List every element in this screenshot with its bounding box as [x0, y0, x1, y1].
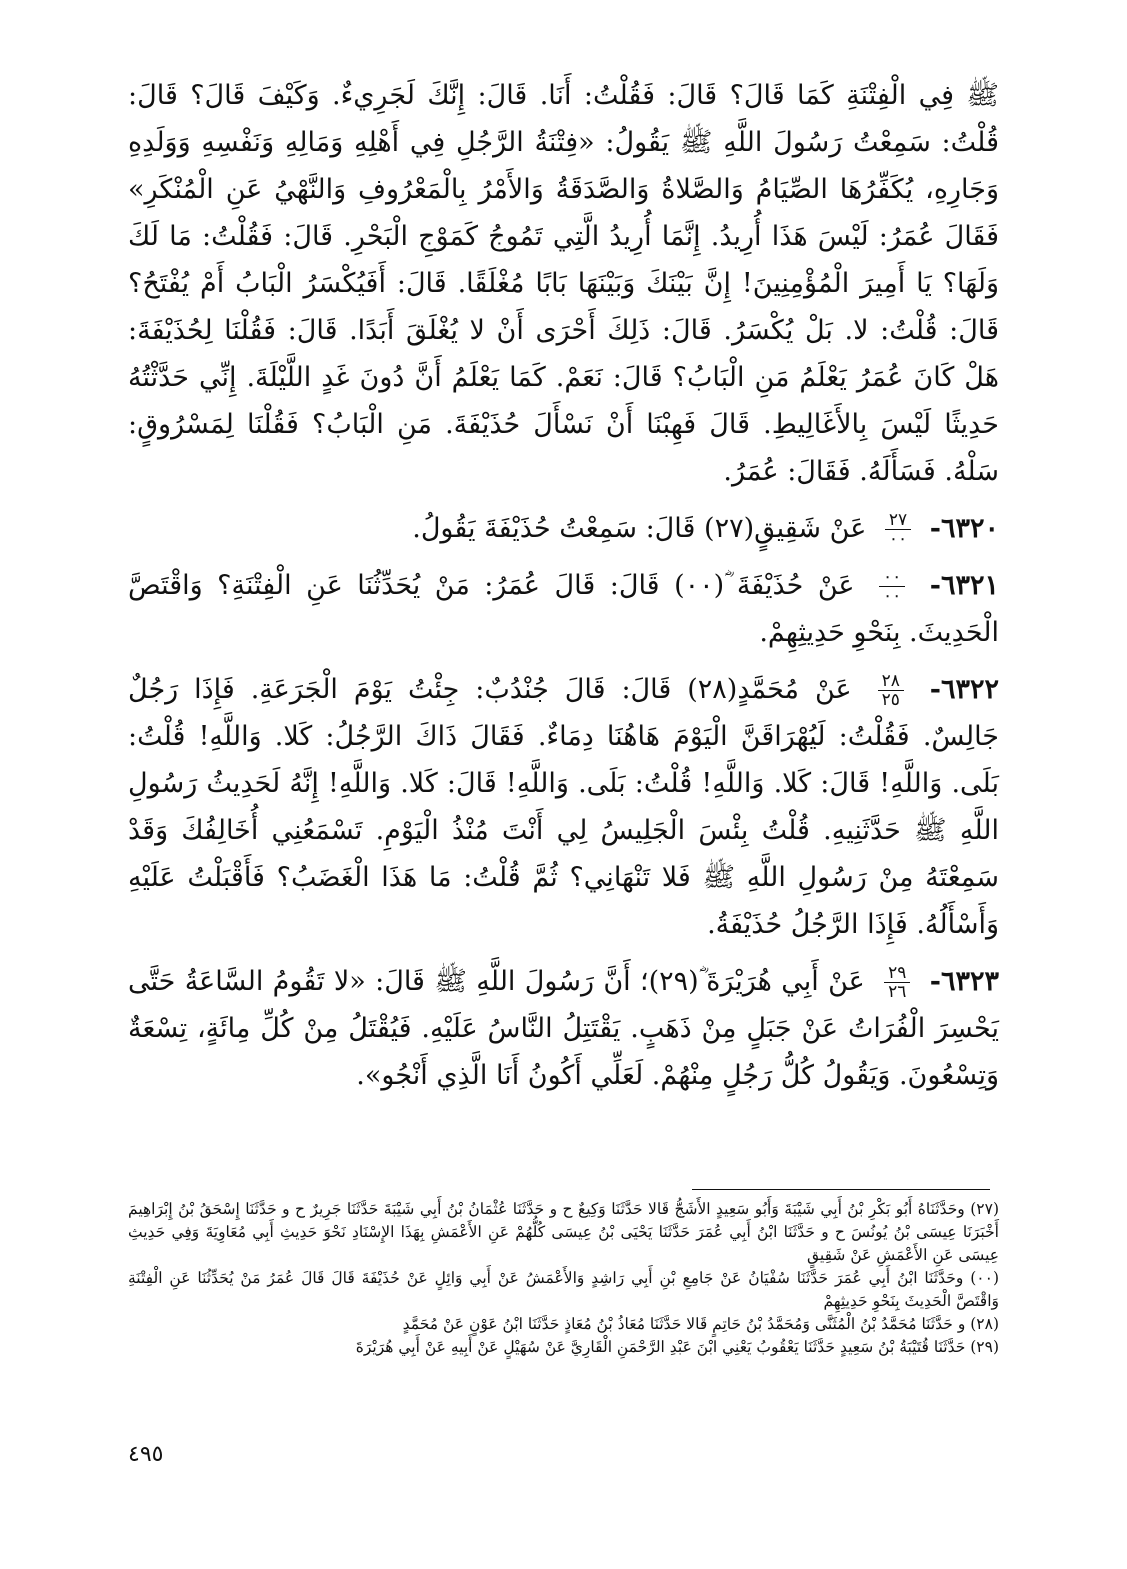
- hadith-6321: [128, 562, 999, 656]
- hadith-number: ٦٣٢٠-: [929, 513, 999, 544]
- hadith-6322: [128, 666, 999, 948]
- fraction-top: ٢٩: [884, 964, 910, 983]
- hadith-ref-fraction: [885, 511, 911, 548]
- hadith-6323: [128, 958, 999, 1099]
- footnote-divider: [692, 1189, 990, 1190]
- main-text: [128, 72, 999, 1099]
- hadith-continuation: ﷺ فِي الْفِتْنَةِ كَمَا قَالَ؟ قَالَ: فَقُلْتُ: أَنَا. قَالَ: إِنَّكَ لَجَرِيءٌ. وَكَيْفَ قَالَ؟ قَالَ: قُلْتُ: سَمِعْتُ رَسُولَ اللَّهِ ﷺ يَقُولُ: «فِتْنَةُ الرَّجُلِ فِي أَهْلِهِ وَمَالِهِ وَنَفْسِهِ وَوَلَدِهِ وَجَارِهِ، يُكَفِّرُهَا الصِّيَامُ وَالصَّلاةُ وَالصَّدَقَةُ وَالأَمْرُ بِالْمَعْرُوفِ وَالنَّهْيُ عَنِ الْمُنْكَرِ» فَقَالَ عُمَرُ: لَيْسَ هَذَا أُرِيدُ. إِنَّمَا أُرِيدُ الَّتِي تَمُوجُ كَمَوْجِ الْبَحْرِ. قَالَ: فَقُلْتُ: مَا لَكَ وَلَهَا؟ يَا أَمِيرَ الْمُؤْمِنِينَ! إِنَّ بَيْنَكَ وَبَيْنَهَا بَابًا مُغْلَقًا. قَالَ: أَفَيُكْسَرُ الْبَابُ أَمْ يُفْتَحُ؟ قَالَ: قُلْتُ: لا. بَلْ يُكْسَرُ. قَالَ: ذَلِكَ أَحْرَى أَنْ لا يُغْلَقَ أَبَدًا. قَالَ: فَقُلْنَا لِحُذَيْفَةَ: هَلْ كَانَ عُمَرُ يَعْلَمُ مَنِ الْبَابُ؟ قَالَ: نَعَمْ. كَمَا يَعْلَمُ أَنَّ دُونَ غَدٍ اللَّيْلَةَ. إِنِّي حَدَّثْتُهُ حَدِيثًا لَيْسَ بِالأَغَالِيطِ. قَالَ فَهِبْنَا أَنْ نَسْأَلَ حُذَيْفَةَ. مَنِ الْبَابُ؟ فَقُلْنَا لِمَسْرُوقٍ: سَلْهُ. فَسَأَلَهُ. فَقَالَ: عُمَرُ.: [128, 80, 999, 487]
- hadith-ref-fraction: [884, 964, 910, 1001]
- footnote-29: (٢٩) حَدَّثَنَا قُتَيْبَةُ بْنُ سَعِيدٍ حَدَّثَنَا يَعْقُوبُ يَعْنِي ابْنَ عَبْدِ الرَّحْمَنِ الْقَارِيَّ عَنْ سُهَيْلٍ عَنْ أَبِيهِ عَنْ أَبِي هُرَيْرَةَ: [355, 1338, 999, 1356]
- fraction-top: ٢٨: [878, 672, 904, 691]
- hadith-text: عَنْ حُذَيْفَةَ ؓ(٠٠) قَالَ: قَالَ عُمَرُ: مَنْ يُحَدِّثُنَا عَنِ الْفِتْنَةِ؟ وَاقْتَصَّ الْحَدِيثَ. بِنَحْوِ حَدِيثِهِمْ.: [128, 570, 999, 648]
- footnote-00: (٠٠) وحَدَّثَنَا ابْنُ أَبِي عُمَرَ حَدَّثَنَا سُفْيَانُ عَنْ جَامِعِ بْنِ أَبِي رَاشِدٍ وَالأَعْمَشُ عَنْ أَبِي وَائِلٍ عَنْ حُذَيْفَةَ قَالَ قَالَ عُمَرُ مَنْ يُحَدِّثُنَا عَنِ الْفِتْنَةِ وَاقْتَصَّ الْحَدِيثَ بِنَحْوِ حَدِيثِهِمْ: [128, 1269, 999, 1310]
- footnote-28: (٢٨) و حَدَّثَنَا مُحَمَّدُ بْنُ الْمُثَنَّى وَمُحَمَّدُ بْنُ حَاتِمٍ قَالا حَدَّثَنَا مُعَاذُ بْنُ مُعَاذٍ حَدَّثَنَا ابْنُ عَوْنٍ عَنْ مُحَمَّدٍ: [402, 1315, 999, 1333]
- footnote-27: (٢٧) وحَدَّثَنَاهُ أَبُو بَكْرِ بْنُ أَبِي شَيْبَةَ وَأَبُو سَعِيدٍ الأَشَجُّ قَالا حَدَّثَنَا وَكِيعٌ ح و حَدَّثَنَا عُثْمَانُ بْنُ أَبِي شَيْبَةَ حَدَّثَنَا جَرِيرٌ ح و حَدَّثَنَا إِسْحَقُ بْنُ إِبْرَاهِيمَ أَخْبَرَنَا عِيسَى بْنُ يُونُسَ ح و حَدَّثَنَا ابْنُ أَبِي عُمَرَ حَدَّثَنَا يَحْيَى بْنُ عِيسَى كُلُّهُمْ عَنِ الأَعْمَشِ بِهَذَا الإِسْنَادِ نَحْوَ حَدِيثِ أَبِي مُعَاوِيَةَ وَفِي حَدِيثِ عِيسَى عَنِ الأَعْمَشِ عَنْ شَقِيقٍ: [128, 1200, 999, 1264]
- hadith-number: ٦٣٢٢-: [929, 674, 1000, 705]
- fraction-bottom: ٠٠: [888, 529, 908, 549]
- fraction-top: ٠٠: [879, 568, 905, 587]
- hadith-text: عَنْ شَقِيقٍ(٢٧) قَالَ: سَمِعْتُ حُذَيْفَةَ يَقُولُ.: [412, 513, 867, 544]
- hadith-text: عَنْ مُحَمَّدٍ(٢٨) قَالَ: قَالَ جُنْدُبٌ: جِئْتُ يَوْمَ الْجَرَعَةِ. فَإِذَا رَجُلٌ جَالِسٌ. فَقُلْتُ: لَيُهْرَاقَنَّ الْيَوْمَ هَاهُنَا دِمَاءٌ. فَقَالَ ذَاكَ الرَّجُلُ: كَلا. وَاللَّهِ! قُلْتُ: بَلَى. وَاللَّهِ! قَالَ: كَلا. وَاللَّهِ! قُلْتُ: بَلَى. وَاللَّهِ! قَالَ: كَلا. وَاللَّهِ! إِنَّهُ لَحَدِيثُ رَسُولِ اللَّهِ ﷺ حَدَّثَنِيهِ. قُلْتُ بِئْسَ الْجَلِيسُ لِي أَنْتَ مُنْذُ الْيَوْمِ. تَسْمَعُنِي أُخَالِفُكَ وَقَدْ سَمِعْتَهُ مِنْ رَسُولِ اللَّهِ ﷺ فَلا تَنْهَانِي؟ ثُمَّ قُلْتُ: مَا هَذَا الْغَضَبُ؟ فَأَقْبَلْتُ عَلَيْهِ وَأَسْأَلُهُ. فَإِذَا الرَّجُلُ حُذَيْفَةُ.: [128, 674, 999, 940]
- fraction-top: ٢٧: [885, 511, 911, 530]
- hadith-number: ٦٣٢٣-: [929, 966, 999, 997]
- hadith-6320: [128, 505, 999, 552]
- footnotes: [128, 1198, 999, 1359]
- hadith-text: عَنْ أَبِي هُرَيْرَةَ ؓ(٢٩)؛ أَنَّ رَسُولَ اللَّهِ ﷺ قَالَ: «لا تَقُومُ السَّاعَةُ حَتَّى يَحْسِرَ الْفُرَاتُ عَنْ جَبَلٍ مِنْ ذَهَبٍ. يَقْتَتِلُ النَّاسُ عَلَيْهِ. فَيُقْتَلُ مِنْ كُلِّ مِائَةٍ، تِسْعَةٌ وَتِسْعُونَ. وَيَقُولُ كُلُّ رَجُلٍ مِنْهُمْ. لَعَلِّي أَكُونُ أَنَا الَّذِي أَنْجُو».: [128, 966, 999, 1091]
- hadith-ref-fraction: [878, 672, 904, 709]
- fraction-bottom: ٢٦: [888, 982, 907, 1002]
- fraction-bottom: ٢٥: [881, 690, 900, 710]
- fraction-bottom: ٠٠: [882, 586, 902, 606]
- hadith-number: ٦٣٢١-: [929, 570, 999, 601]
- page-number: ٤٩٥: [128, 1442, 164, 1467]
- hadith-ref-fraction: [879, 568, 905, 605]
